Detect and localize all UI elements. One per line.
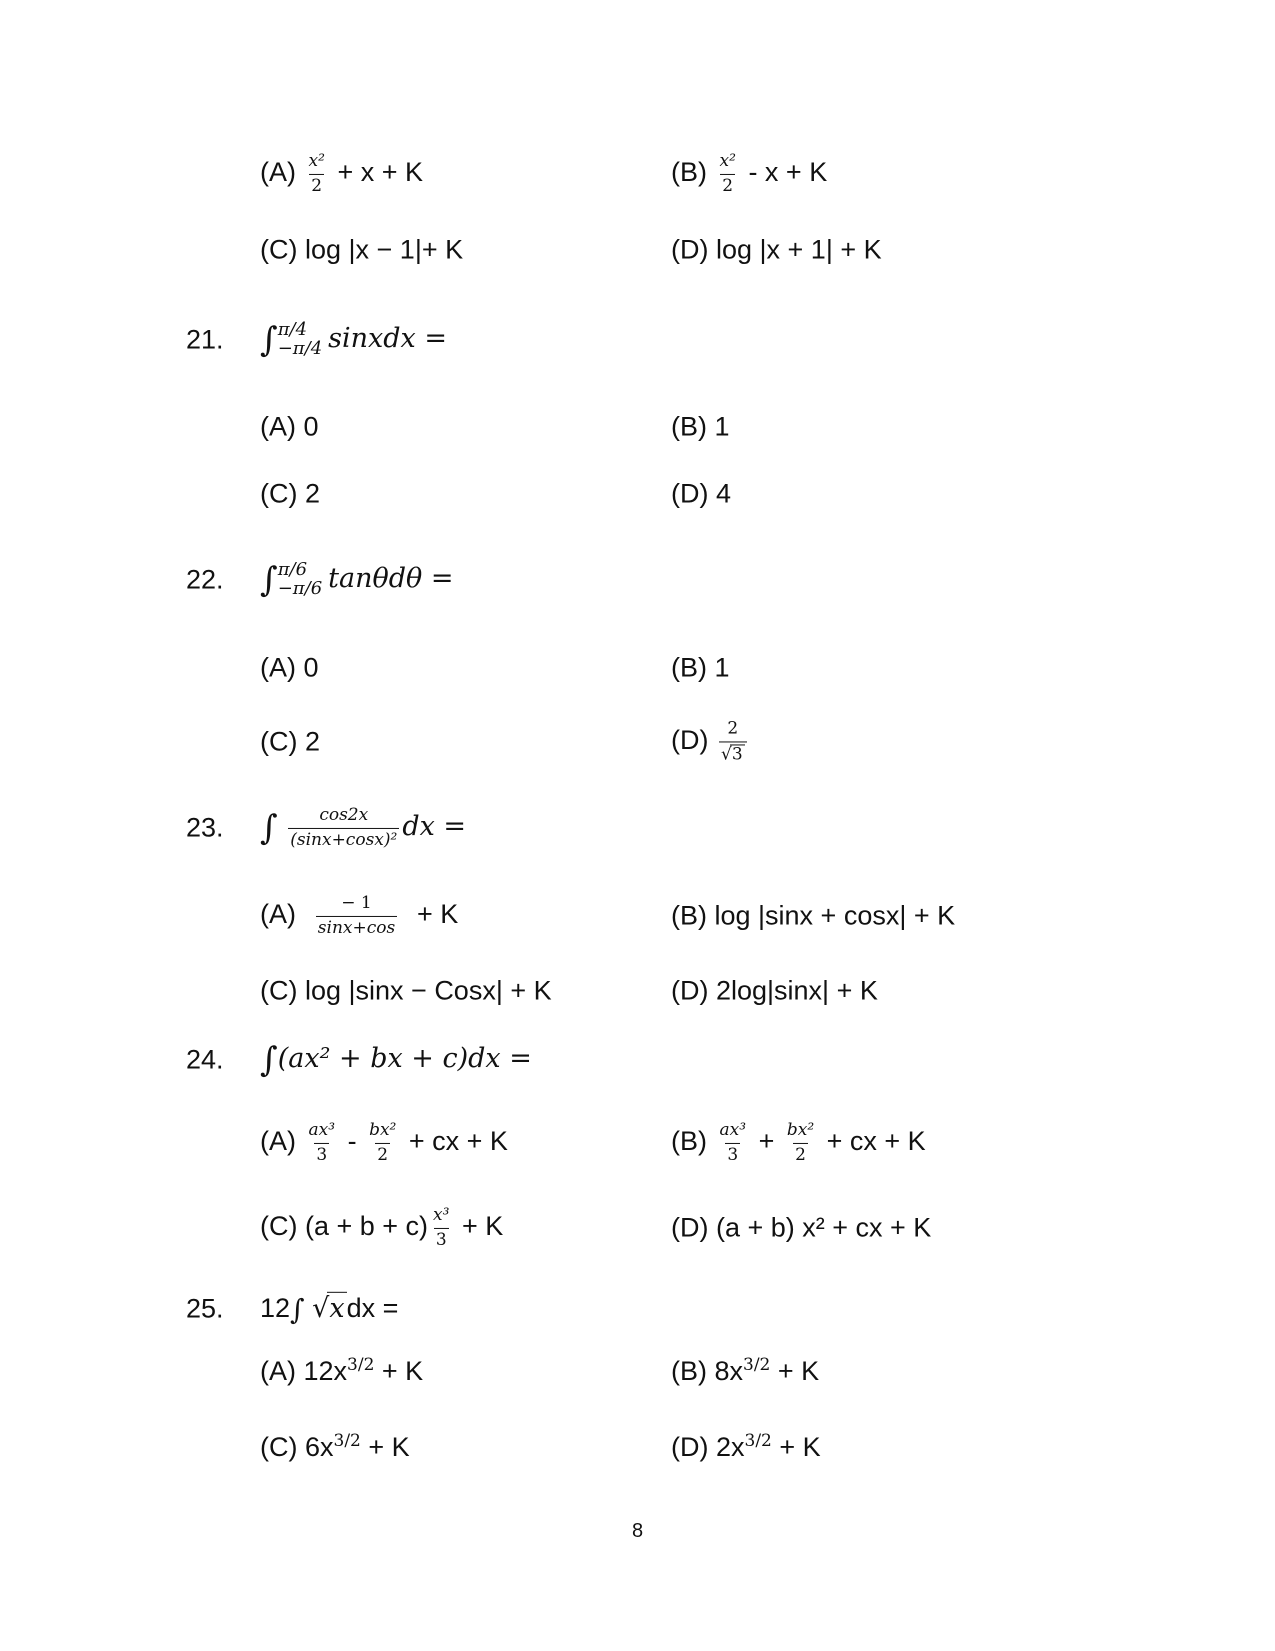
q20-option-b <box>671 152 827 196</box>
question-number: 23. <box>186 812 224 843</box>
lower-limit: −π/4 <box>277 338 323 359</box>
q21-integral <box>260 320 447 360</box>
q23-option-b: (B) log |sinx + cosx| + K <box>671 900 956 931</box>
fraction <box>785 1121 816 1165</box>
q24-integral <box>260 1040 532 1080</box>
frac-den: 2 <box>377 1144 389 1165</box>
q25-option-b <box>671 1355 819 1387</box>
integrand-tail: dx = <box>346 1292 399 1323</box>
frac-den: 2 <box>722 175 734 196</box>
option-text: (C) 6x <box>260 1432 334 1462</box>
frac-num: ax³ <box>719 1119 747 1140</box>
exponent: 3/2 <box>744 1431 772 1451</box>
q20-option-c: (C) log |x − 1|+ K <box>260 234 464 265</box>
fraction <box>307 1121 338 1165</box>
option-tail: + cx + K <box>819 1126 926 1157</box>
q20-option-a <box>260 152 423 196</box>
option-label: (D) <box>671 725 709 756</box>
frac-den: 3 <box>727 1144 739 1165</box>
option-tail: + K <box>771 1432 821 1462</box>
option-label: (A) <box>260 899 296 930</box>
q24-options-row-2 <box>0 1193 1275 1263</box>
q23-integral <box>260 806 466 850</box>
integral-sign: ∫ <box>260 560 278 600</box>
option-text: (D) 2x <box>671 1432 745 1462</box>
frac-num: x³ <box>433 1204 450 1225</box>
q22-options-row-1 <box>0 633 1275 703</box>
q20-options-row-1 <box>0 139 1275 209</box>
option-label: (B) <box>671 157 707 188</box>
option-tail: + cx + K <box>401 1126 508 1157</box>
option-label: (C) (a + b + c) <box>260 1211 429 1242</box>
q22-option-d <box>671 719 750 764</box>
q23-option-d: (D) 2log|sinx| + K <box>671 975 878 1006</box>
q24-option-d: (D) (a + b) x² + cx + K <box>671 1212 932 1243</box>
exponent: 3/2 <box>743 1355 771 1375</box>
q20-option-d: (D) log |x + 1| + K <box>671 234 882 265</box>
frac-num: − 1 <box>341 892 372 913</box>
frac-den: 3 <box>435 1229 447 1250</box>
option-tail: + K <box>360 1432 410 1462</box>
q21-options-row-1 <box>0 392 1275 462</box>
q21-stem <box>0 305 1275 375</box>
q22-option-a: (A) 0 <box>260 652 319 683</box>
coefficient: 12 <box>260 1292 291 1323</box>
fraction <box>307 894 407 938</box>
q25-option-d <box>671 1431 821 1463</box>
frac-num: x² <box>308 150 325 171</box>
question-number: 21. <box>186 324 224 355</box>
page-number: 8 <box>631 1520 644 1542</box>
q23-options-row-1 <box>0 881 1275 951</box>
radicand: 3 <box>731 744 743 764</box>
option-tail: + K <box>454 1211 504 1242</box>
q22-options-row-2 <box>0 707 1275 777</box>
fraction <box>288 806 399 850</box>
frac-num: x² <box>719 150 736 171</box>
option-tail: + K <box>770 1356 820 1386</box>
radical-sign: √ <box>721 744 732 764</box>
frac-num: bx² <box>786 1119 815 1140</box>
integral-limits <box>278 321 322 359</box>
q23-option-a <box>260 894 458 938</box>
q21-option-b: (B) 1 <box>671 411 730 442</box>
q24-options-row-1 <box>0 1108 1275 1178</box>
option-text: (B) 8x <box>671 1356 744 1386</box>
frac-num: ax³ <box>308 1119 336 1140</box>
q21-options-row-2 <box>0 459 1275 529</box>
integral-sign: ∫ <box>290 1293 305 1327</box>
fraction <box>431 1206 451 1250</box>
frac-num: 2 <box>727 718 739 739</box>
frac-den: 3 <box>316 1144 328 1165</box>
q22-stem <box>0 545 1275 615</box>
frac-den: sinx+cos <box>317 917 396 938</box>
frac-num: cos2x <box>319 804 369 825</box>
q24-option-a <box>260 1121 508 1165</box>
q23-option-c: (C) log |sinx − Cosx| + K <box>260 975 552 1006</box>
fraction <box>307 152 327 196</box>
q22-option-c: (C) 2 <box>260 726 320 757</box>
question-number: 22. <box>186 564 224 595</box>
integral-sign: ∫ <box>260 320 278 360</box>
integral-limits <box>278 561 322 599</box>
option-tail: + K <box>417 899 459 930</box>
q24-option-c <box>260 1206 503 1250</box>
q21-option-d: (D) 4 <box>671 478 731 509</box>
question-number: 25. <box>186 1293 224 1324</box>
exponent: 3/2 <box>347 1355 375 1375</box>
q21-option-a: (A) 0 <box>260 411 319 442</box>
option-tail: + K <box>374 1356 424 1386</box>
question-number: 24. <box>186 1044 224 1075</box>
frac-num: bx² <box>369 1119 397 1140</box>
upper-limit: π/6 <box>277 559 308 581</box>
fraction <box>367 1121 398 1165</box>
upper-limit: π/4 <box>277 319 308 341</box>
option-label: (A) <box>260 157 296 188</box>
option-text: (A) 12x <box>260 1356 348 1386</box>
radical-sign: √ <box>312 1292 330 1324</box>
option-tail: + x + K <box>337 157 423 188</box>
q25-integral <box>260 1292 398 1326</box>
integrand: sinxdx = <box>328 323 447 355</box>
frac-den: 2 <box>311 175 323 196</box>
q22-integral <box>260 560 454 600</box>
q21-option-c: (C) 2 <box>260 478 320 509</box>
q20-options-row-2 <box>0 215 1275 285</box>
integrand-tail: dx = <box>402 811 467 843</box>
q25-options-row-1 <box>0 1336 1275 1406</box>
frac-den: 2 <box>795 1144 806 1165</box>
q22-option-b: (B) 1 <box>671 652 730 683</box>
q25-option-a <box>260 1355 423 1387</box>
operator: - <box>340 1126 365 1157</box>
exponent: 3/2 <box>333 1431 361 1451</box>
option-tail: - x + K <box>748 157 828 188</box>
integral-sign: ∫ <box>260 1040 278 1080</box>
q25-option-c <box>260 1431 410 1463</box>
q23-stem <box>0 793 1275 863</box>
integral-sign: ∫ <box>260 808 278 848</box>
integrand: tanθdθ = <box>328 563 454 595</box>
q24-stem <box>0 1025 1275 1095</box>
lower-limit: −π/6 <box>277 578 323 599</box>
radicand: x <box>329 1292 345 1324</box>
frac-den: (sinx+cosx)² <box>290 829 398 850</box>
q25-options-row-2 <box>0 1412 1275 1482</box>
q23-options-row-2 <box>0 956 1275 1026</box>
fraction <box>718 152 738 196</box>
fraction <box>719 719 747 764</box>
q25-stem <box>0 1274 1275 1344</box>
q24-option-b <box>671 1121 926 1165</box>
option-label: (A) <box>260 1126 296 1157</box>
integrand: (ax² + bx + c)dx = <box>277 1043 532 1075</box>
fraction <box>718 1121 749 1165</box>
frac-den <box>719 741 747 765</box>
option-label: (B) <box>671 1126 707 1157</box>
operator: + <box>751 1126 782 1157</box>
